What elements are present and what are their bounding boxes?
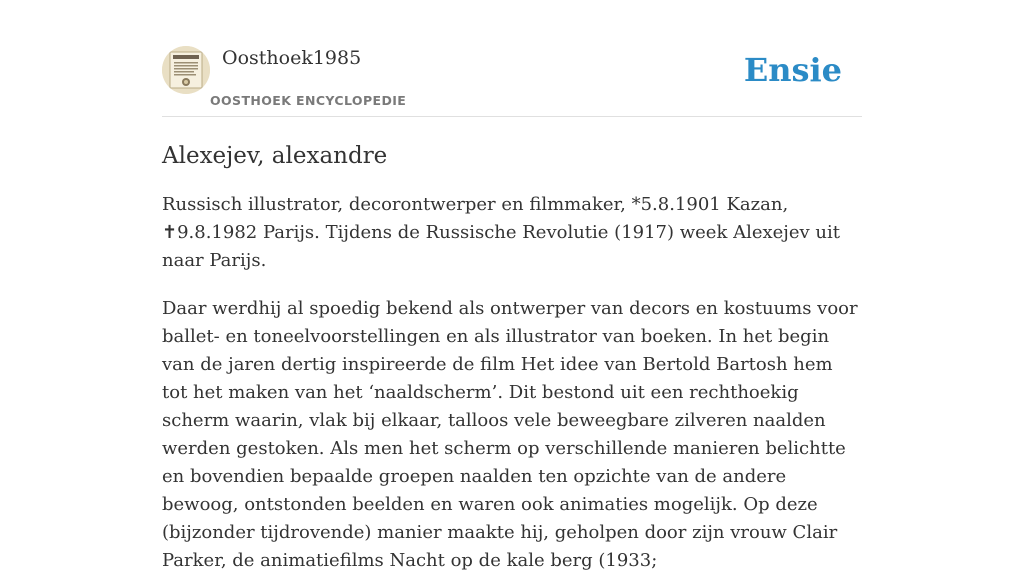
avatar[interactable]: [162, 46, 210, 94]
source-label[interactable]: OOSTHOEK ENCYCLOPEDIE: [210, 93, 407, 108]
article-header: [162, 0, 862, 117]
page: [162, 0, 862, 575]
article-paragraph: Russisch illustrator, decorontwerper en filmmaker, *5.8.1901 Kazan, ✝9.8.1982 Parijs. Tijdens de Russische Revolutie (1917) week Alexejev uit naar Parijs.: [162, 194, 841, 271]
username[interactable]: Oosthoek1985: [222, 47, 362, 69]
article-title: Alexejev, alexandre: [162, 143, 388, 169]
encyclopedia-certificate-avatar-icon: [162, 46, 210, 94]
article-paragraph: Daar werdhij al spoedig bekend als ontwerper van decors en kostuums voor ballet- en toneelvoorstellingen en als illustrator van boeken. In het begin van de jaren dertig inspireerde de film Het idee van Bertold Bartosh hem tot het maken van het ‘naaldscherm’. Dit bestond uit een rechthoekig scherm waarin, vlak bij elkaar, talloos vele beweegbare zilveren naalden werden gestoken. Als men het scherm op verschillende manieren belichtte en bovendien bepaalde groepen naalden ten opzichte van de andere bewoog, ontstonden beelden en waren ook animaties mogelijk. Op deze (bijzonder tijdrovende) manier maakte hij, geholpen door zijn vrouw Clair Parker, de animatiefilms Nacht op de kale berg (1933;: [162, 298, 858, 571]
brand-logo[interactable]: Ensie: [743, 51, 842, 89]
